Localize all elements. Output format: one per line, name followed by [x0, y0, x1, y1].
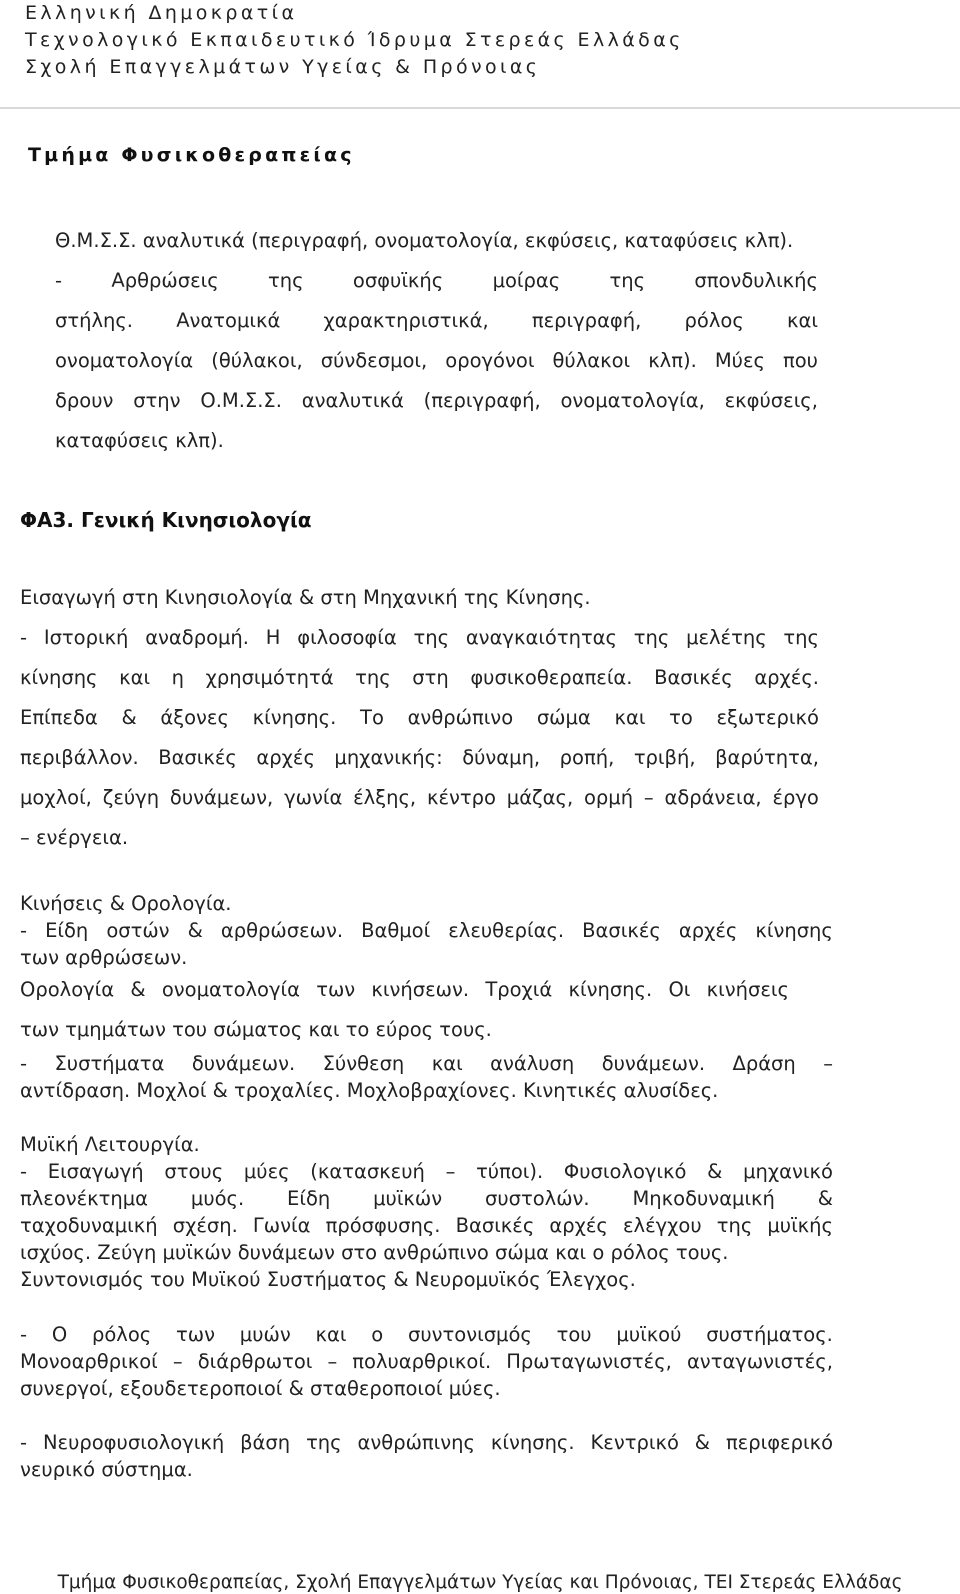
block-rolos	[20, 1321, 833, 1402]
word: -	[20, 1052, 28, 1075]
word: αρχές.	[754, 666, 819, 689]
word: της	[633, 626, 670, 649]
word: θύλακοι	[552, 349, 631, 372]
word: μύες	[243, 1160, 290, 1183]
line-text: των τμημάτων του σώματος και το εύρος τους.	[20, 1018, 492, 1041]
word: Η	[265, 626, 281, 649]
block-top	[55, 221, 818, 461]
word: Πρωταγωνιστές,	[506, 1350, 672, 1373]
word: αναγκαιότητας	[465, 626, 617, 649]
word: και	[119, 666, 151, 689]
word: -	[20, 919, 28, 942]
word: δυνάμεων.	[191, 1052, 296, 1075]
word: του	[556, 1323, 592, 1346]
word: Είδη	[45, 919, 89, 942]
word: Βαθμοί	[361, 919, 431, 942]
line-text: – ενέργεια.	[20, 826, 129, 849]
word: των	[176, 1323, 215, 1346]
word: περιγραφή,	[531, 309, 642, 332]
header-divider	[0, 107, 960, 109]
word: μηχανικής:	[334, 746, 443, 769]
word: συστολών.	[484, 1187, 590, 1210]
word: έλξης,	[353, 786, 417, 809]
word: Οι	[668, 978, 691, 1001]
word: έργο	[772, 786, 819, 809]
word: φυσικοθεραπεία.	[470, 666, 633, 689]
word: –	[172, 1350, 183, 1373]
word: ανάλυση	[490, 1052, 575, 1075]
text-line	[20, 578, 819, 618]
word: η	[171, 666, 184, 689]
word: κίνησης.	[568, 978, 653, 1001]
word: (θύλακοι,	[211, 349, 303, 372]
word: &	[187, 919, 203, 942]
word: μοχλοί,	[20, 786, 92, 809]
word: ρόλος	[92, 1323, 152, 1346]
word: δύναμη,	[462, 746, 541, 769]
word: ονοματολογία	[55, 349, 194, 372]
text-line	[20, 1077, 833, 1104]
department-title: Τμήμα Φυσικοθεραπείας	[28, 144, 355, 166]
document-header	[25, 0, 684, 81]
page-footer: Τμήμα Φυσικοθεραπείας, Σχολή Επαγγελμάτων Υγείας και Πρόνοιας, ΤΕΙ Στερεάς Ελλάδας	[57, 1572, 903, 1593]
text-line	[20, 658, 819, 698]
word: Μύες	[714, 349, 765, 372]
word: κινήσεων.	[371, 978, 470, 1001]
word: που	[783, 349, 818, 372]
word: μυών	[239, 1323, 291, 1346]
text-line	[20, 1429, 833, 1456]
word: περιβάλλον.	[20, 746, 139, 769]
word: ανθρώπινο	[407, 706, 514, 729]
word: Συστήματα	[54, 1052, 165, 1075]
word: Ορολογία	[20, 978, 115, 1001]
word: Ιστορική	[43, 626, 129, 649]
text-line	[20, 970, 789, 1010]
word: συντονισμός	[408, 1323, 532, 1346]
word: -	[55, 269, 63, 292]
word: πρόσφυσης.	[325, 1214, 441, 1237]
text-line	[20, 1185, 833, 1212]
word: δυνάμεων,	[169, 786, 274, 809]
text-line	[20, 1375, 833, 1402]
word: της	[413, 626, 450, 649]
word: κινήσεις	[706, 978, 789, 1001]
word: εκφύσεις,	[724, 389, 818, 412]
word: μυϊκών	[373, 1187, 443, 1210]
word: σώμα	[536, 706, 591, 729]
text-line	[20, 1456, 833, 1483]
word: Δράση	[732, 1052, 796, 1075]
word: κέντρο	[426, 786, 496, 809]
word: στήλης.	[55, 309, 133, 332]
block-orologia	[20, 970, 789, 1050]
word: μάζας,	[506, 786, 574, 809]
header-school: Σχολή Επαγγελμάτων Υγείας & Πρόνοιας	[25, 56, 541, 78]
word: εξωτερικό	[716, 706, 819, 729]
text-line	[55, 421, 818, 461]
text-line	[55, 261, 818, 301]
line-text: συνεργοί, εξουδετεροποιοί & σταθεροποιοί μύες.	[20, 1377, 501, 1400]
word: Κεντρικό	[590, 1431, 679, 1454]
line-text: Θ.Μ.Σ.Σ. αναλυτικά (περιγραφή, ονοματολογία, εκφύσεις, καταφύσεις κλπ).	[55, 229, 794, 252]
word: της	[783, 626, 819, 649]
text-line	[20, 1212, 833, 1239]
line-text: καταφύσεις κλπ).	[55, 429, 224, 452]
word: μοίρας	[492, 269, 561, 292]
word: Βασικές	[582, 919, 661, 942]
word: Μηκοδυναμική	[632, 1187, 775, 1210]
word: κλπ).	[648, 349, 697, 372]
word: –	[823, 1052, 833, 1075]
word: και	[431, 1052, 463, 1075]
word: Βασικές	[654, 666, 733, 689]
text-line	[20, 1010, 789, 1050]
block-systimata	[20, 1050, 833, 1104]
line-text: των αρθρώσεων.	[20, 946, 188, 969]
word: ροπή,	[559, 746, 615, 769]
word: μελέτης	[686, 626, 767, 649]
word: (κατασκευή	[310, 1160, 425, 1183]
word: &	[130, 978, 146, 1001]
word: ζεύγη	[102, 786, 160, 809]
text-line	[20, 618, 819, 658]
block-neuro	[20, 1429, 833, 1483]
block-intro	[20, 578, 819, 858]
word: ονοματολογία	[161, 978, 300, 1001]
word: -	[20, 626, 28, 649]
word: άξονες	[160, 706, 229, 729]
word: της	[306, 1431, 342, 1454]
word: ανθρώπινης	[357, 1431, 475, 1454]
text-line	[55, 341, 818, 381]
word: (περιγραφή,	[423, 389, 541, 412]
text-line	[20, 917, 833, 944]
word: χαρακτηριστικά,	[323, 309, 489, 332]
word: αρχές	[549, 1214, 608, 1237]
word: αναλυτικά	[301, 389, 404, 412]
word: και	[786, 309, 818, 332]
word: &	[694, 1431, 711, 1454]
text-line	[20, 778, 819, 818]
word: Αρθρώσεις	[111, 269, 219, 292]
word: και	[614, 706, 646, 729]
word: διάρθρωτοι	[197, 1350, 313, 1373]
word: της	[355, 666, 391, 689]
word: στους	[164, 1160, 224, 1183]
word: ρόλος	[684, 309, 744, 332]
word: βάση	[240, 1431, 291, 1454]
word: της	[268, 269, 304, 292]
word: οστών	[106, 919, 170, 942]
word: οσφυϊκής	[352, 269, 444, 292]
word: Εισαγωγή	[47, 1160, 144, 1183]
line-text: Κινήσεις & Ορολογία.	[20, 892, 232, 915]
header-institution: Τεχνολογικό Εκπαιδευτικό Ίδρυμα Στερεάς Ελλάδας	[25, 29, 684, 51]
text-line	[20, 1348, 833, 1375]
word: -	[20, 1323, 28, 1346]
word: &	[817, 1187, 833, 1210]
line-text: Συντονισμός του Μυϊκού Συστήματος & Νευρομυϊκός Έλεγχος.	[20, 1268, 636, 1291]
text-line	[20, 1131, 833, 1158]
word: ανταγωνιστές,	[686, 1350, 833, 1373]
word: περιφερικό	[725, 1431, 833, 1454]
word: δυνάμεων.	[601, 1052, 706, 1075]
text-line	[20, 698, 819, 738]
text-line	[20, 1321, 833, 1348]
word: αδράνεια,	[664, 786, 762, 809]
text-line	[55, 221, 818, 261]
word: ταχοδυναμική	[20, 1214, 158, 1237]
word: κίνησης	[20, 666, 98, 689]
line-text: Εισαγωγή στη Κινησιολογία & στη Μηχανική της Κίνησης.	[20, 586, 591, 609]
word: Ο	[51, 1323, 68, 1346]
word: Φυσιολογικό	[563, 1160, 687, 1183]
word: αρχές	[678, 919, 738, 942]
word: φιλοσοφία	[297, 626, 397, 649]
word: και	[315, 1323, 347, 1346]
word: της	[716, 1214, 753, 1237]
word: αρχές	[256, 746, 315, 769]
word: &	[121, 706, 137, 729]
word: τύποι).	[476, 1160, 544, 1183]
text-line	[20, 738, 819, 778]
line-text: νευρικό σύστημα.	[20, 1458, 193, 1481]
text-line	[20, 1050, 833, 1077]
word: ορμή	[584, 786, 634, 809]
word: -	[20, 1160, 28, 1183]
word: συστήματος.	[706, 1323, 833, 1346]
text-line	[55, 381, 818, 421]
word: μυϊκού	[616, 1323, 682, 1346]
section-title: ΦΑ3. Γενική Κινησιολογία	[20, 508, 312, 532]
word: -	[20, 1431, 28, 1454]
text-line	[55, 301, 818, 341]
word: μυός.	[190, 1187, 245, 1210]
word: –	[643, 786, 654, 809]
word: ορογόνοι	[445, 349, 535, 372]
header-country: Ελληνική Δημοκρατία	[25, 2, 298, 24]
word: τριβή,	[633, 746, 696, 769]
text-line	[20, 944, 833, 971]
word: το	[669, 706, 693, 729]
word: βαρύτητα,	[715, 746, 819, 769]
word: μυϊκής	[767, 1214, 833, 1237]
word: γωνία	[284, 786, 343, 809]
word: Μονοαρθρικοί	[20, 1350, 158, 1373]
word: ονοματολογία,	[560, 389, 705, 412]
block-kiniseis	[20, 890, 833, 971]
text-line	[20, 1158, 833, 1185]
word: Τροχιά	[485, 978, 553, 1001]
word: Το	[360, 706, 384, 729]
text-line	[20, 1239, 833, 1266]
word: ελέγχου	[622, 1214, 702, 1237]
word: κίνησης.	[252, 706, 337, 729]
text-line	[20, 890, 833, 917]
word: Επίπεδα	[20, 706, 98, 729]
word: στην	[133, 389, 181, 412]
word: σπονδυλικής	[694, 269, 818, 292]
word: Είδη	[287, 1187, 331, 1210]
text-line	[20, 1266, 833, 1293]
word: χρησιμότητά	[205, 666, 334, 689]
word: αρθρώσεων.	[220, 919, 344, 942]
word: μηχανικό	[743, 1160, 833, 1183]
word: πολυαρθρικοί.	[352, 1350, 492, 1373]
line-text: Μυϊκή Λειτουργία.	[20, 1133, 200, 1156]
word: Γωνία	[252, 1214, 311, 1237]
word: Ανατομικά	[176, 309, 281, 332]
word: ο	[371, 1323, 384, 1346]
word: των	[316, 978, 356, 1001]
line-text: αντίδραση. Μοχλοί & τροχαλίες. Μοχλοβραχίονες. Κινητικές αλυσίδες.	[20, 1079, 719, 1102]
word: δρουν	[55, 389, 114, 412]
word: &	[707, 1160, 723, 1183]
word: –	[327, 1350, 338, 1373]
word: αναδρομή.	[145, 626, 249, 649]
line-text: ισχύος. Ζεύγη μυϊκών δυνάμεων στο ανθρώπινο σώμα και ο ρόλος τους.	[20, 1241, 729, 1264]
word: Ο.Μ.Σ.Σ.	[200, 389, 282, 412]
text-line	[20, 818, 819, 858]
word: της	[609, 269, 646, 292]
word: Βασικές	[158, 746, 237, 769]
word: ελευθερίας.	[448, 919, 565, 942]
word: Σύνθεση	[322, 1052, 405, 1075]
word: σχέση.	[172, 1214, 238, 1237]
word: Βασικές	[455, 1214, 535, 1237]
word: –	[445, 1160, 456, 1183]
word: πλεονέκτημα	[20, 1187, 149, 1210]
word: Νευροφυσιολογική	[42, 1431, 225, 1454]
word: κίνησης.	[490, 1431, 575, 1454]
block-myiki	[20, 1131, 833, 1293]
word: σύνδεσμοι,	[320, 349, 428, 372]
word: στη	[412, 666, 449, 689]
word: κίνησης	[755, 919, 833, 942]
